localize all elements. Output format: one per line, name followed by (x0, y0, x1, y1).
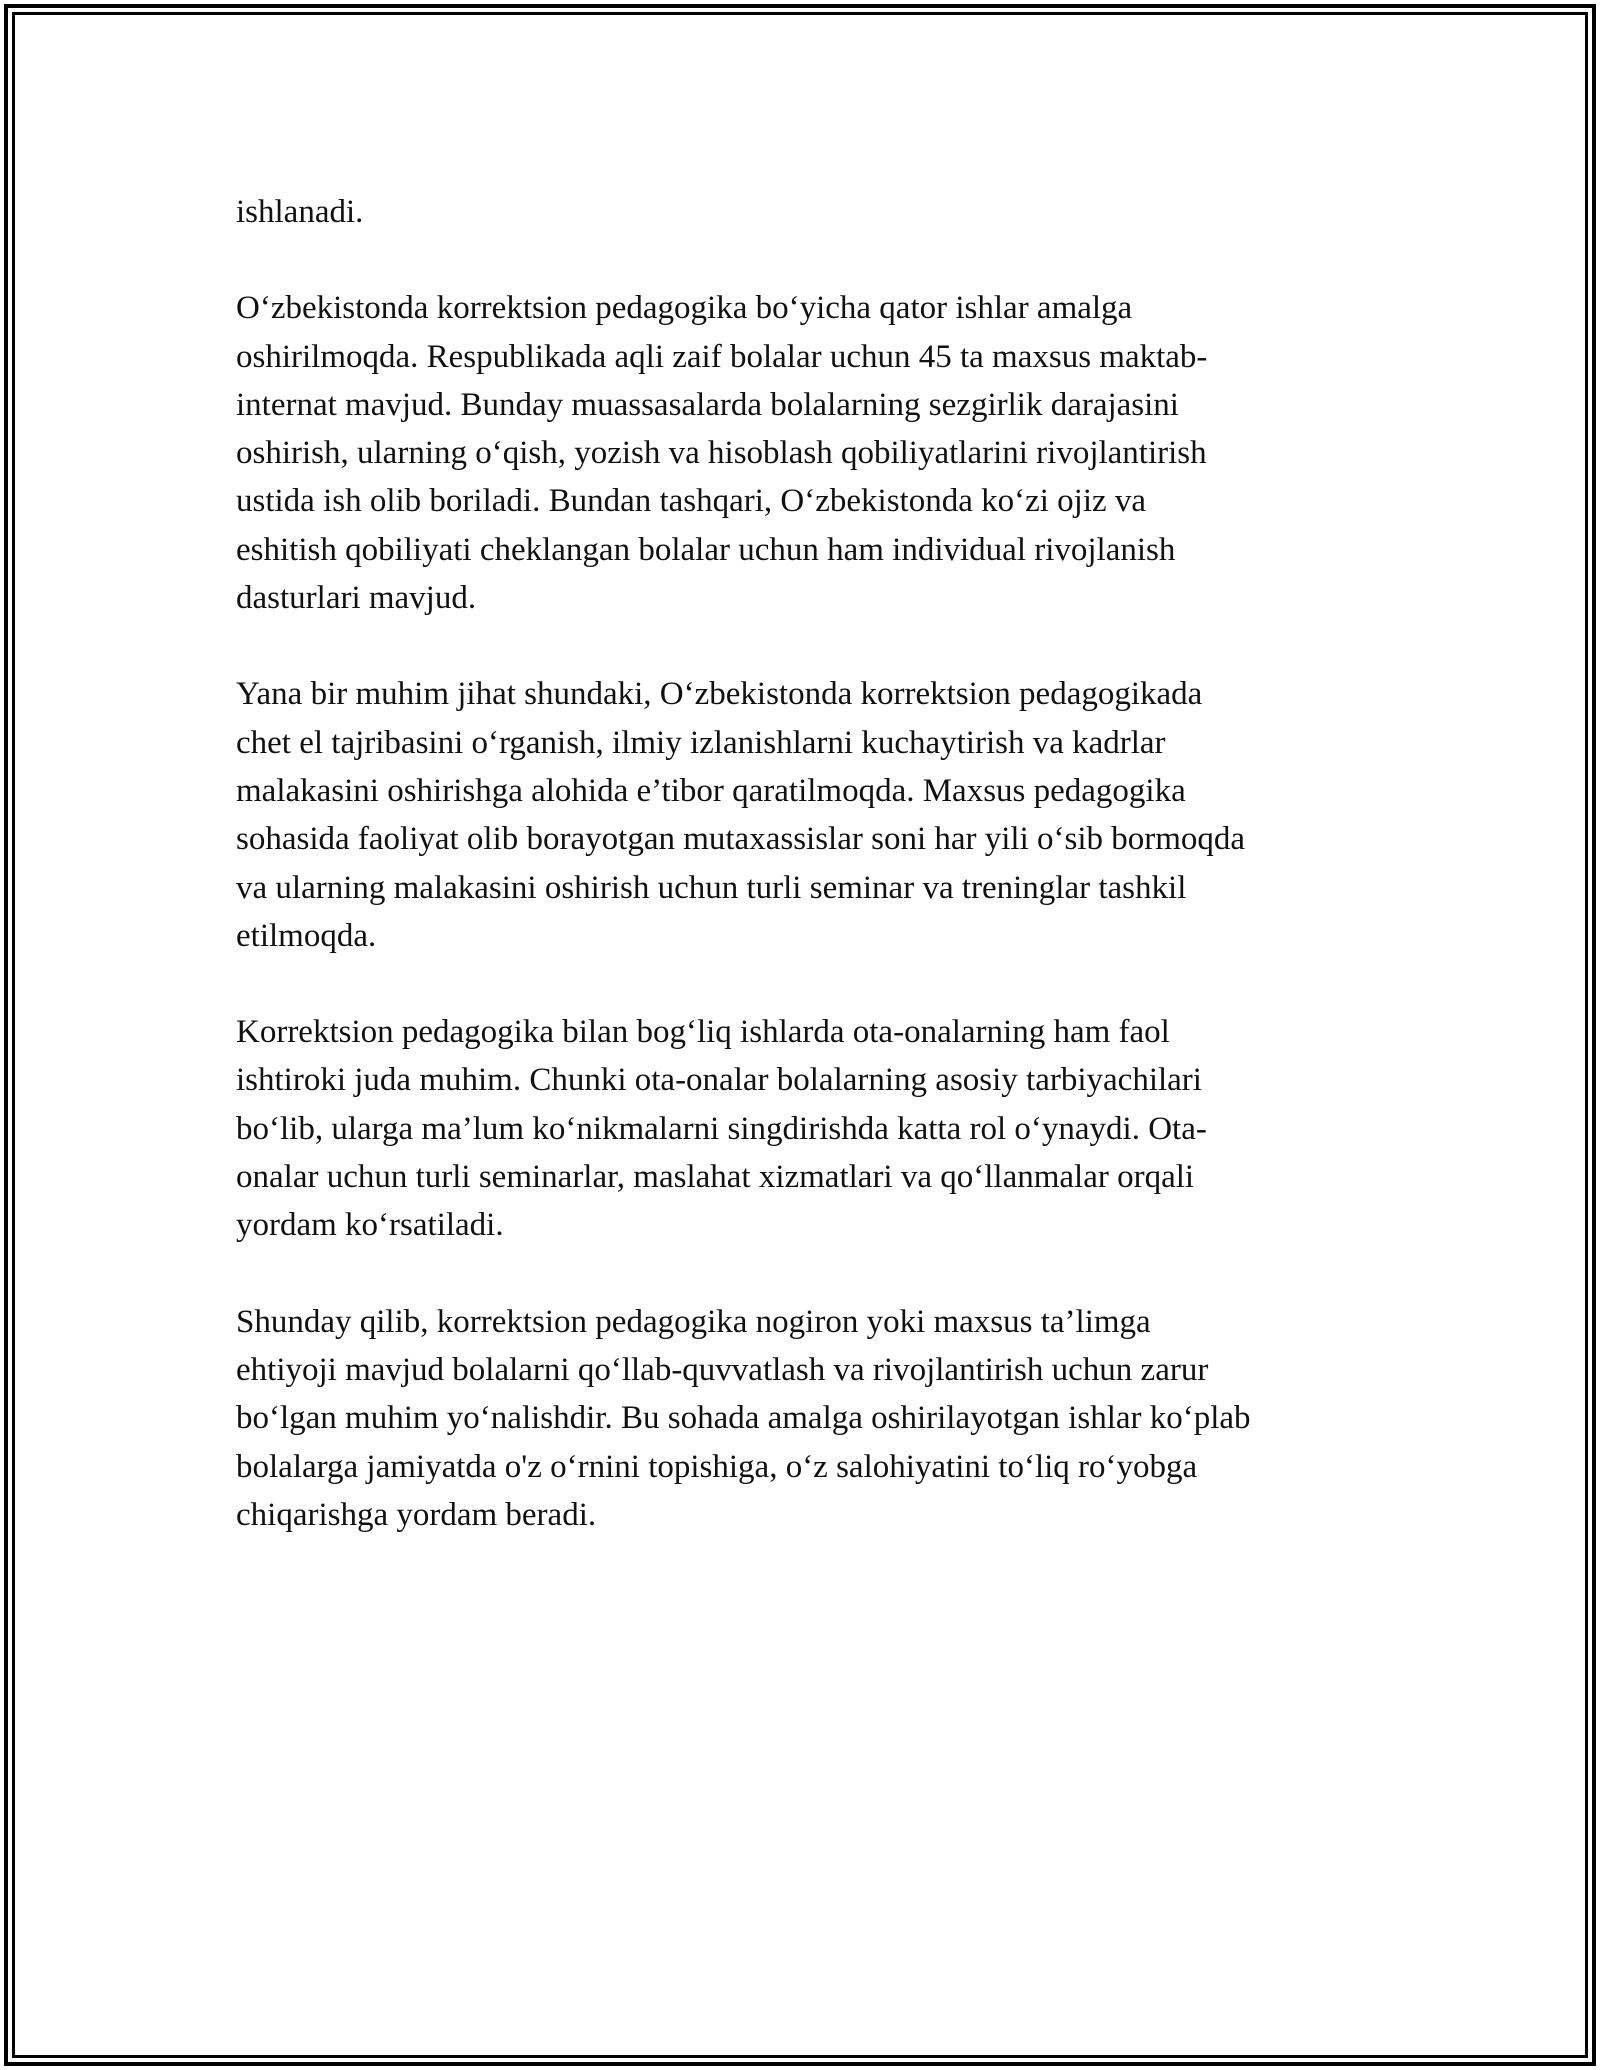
paragraph-2: Yana bir muhim jihat shundaki, O‘zbekistonda korrektsion pedagogikada chet el tajribasini o‘rganish, ilmiy izlanishlarni kuchaytirish va kadrlar malakasini oshirishga alohida e’tibor qaratilmoqda. Maxsus pedagogika sohasida faoliyat olib borayotgan mutaxassislar soni har yili o‘sib bormoqda va ularning malakasini oshirish uchun turli seminar va treninglar tashkil etilmoqda. (236, 676, 1246, 954)
paragraph-3: Korrektsion pedagogika bilan bog‘liq ishlarda ota-onalarning ham faol ishtiroki juda muhim. Chunki ota-onalar bolalarning asosiy tarbiyachilari bo‘lib, ularga ma’lum ko‘nikmalarni singdirishda katta rol o‘ynaydi. Ota- onalar uchun turli seminarlar, maslahat xizmatlari va qo‘llanmalar orqali yordam ko‘rsatiladi. (236, 1014, 1207, 1244)
paragraph-1: O‘zbekistonda korrektsion pedagogika bo‘yicha qator ishlar amalga oshirilmoqda. Respublikada aqli zaif bolalar uchun 45 ta maxsus maktab- internat mavjud. Bunday muassasalarda bolalarning sezgirlik darajasini oshirish, ularning o‘qish, yozish va hisoblash qobiliyatlarini rivojlantirish ustida ish olib boriladi. Bundan tashqari, O‘zbekistonda ko‘zi ojiz va eshitish qobiliyati cheklangan bolalar uchun ham individual rivojlanish dasturlari mavjud. (236, 290, 1208, 617)
paragraph-4: Shunday qilib, korrektsion pedagogika nogiron yoki maxsus ta’limga ehtiyoji mavjud bolalarni qo‘llab-quvvatlash va rivojlantirish uchun zarur bo‘lgan muhim yo‘nalishdir. Bu sohada amalga oshirilayotgan ishlar ko‘plab bolalarga jamiyatda o'z o‘rnini topishiga, o‘z salohiyatini to‘liq ro‘yobga chiqarishga yordam beradi. (236, 1303, 1251, 1533)
document-body (236, 188, 1376, 1587)
paragraph-continuation: ishlanadi. (236, 194, 364, 230)
